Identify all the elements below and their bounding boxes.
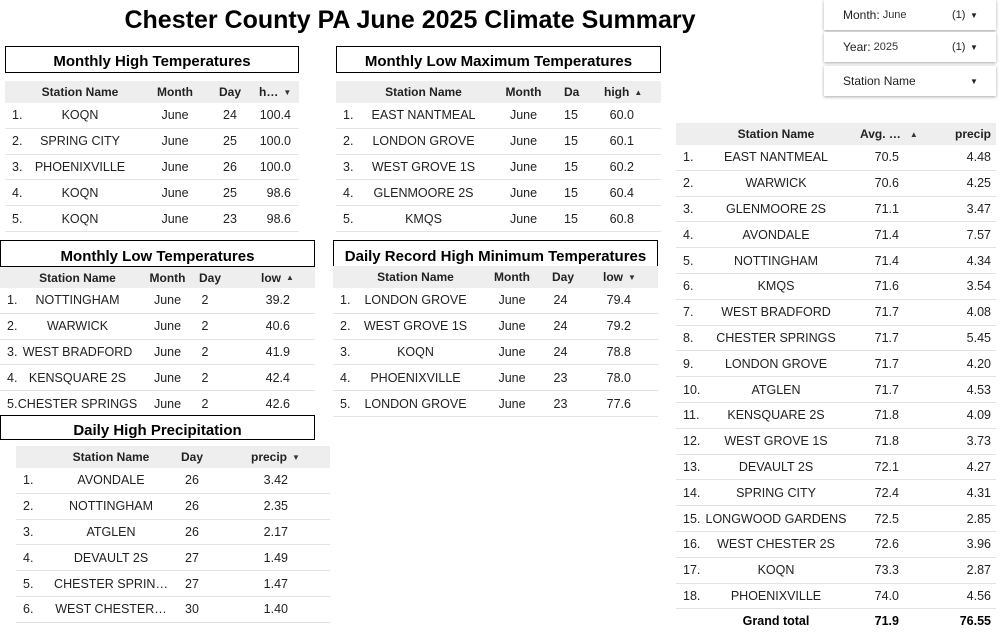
table-row[interactable]: 2. SPRING CITY June 25 100.0 (5, 129, 299, 155)
col-avg-temp[interactable]: Avg. … ▲ (860, 127, 918, 141)
year-filter-label: Year: (843, 40, 871, 54)
chevron-down-icon[interactable]: ▼ (970, 76, 978, 86)
month-filter[interactable] (824, 0, 996, 30)
col-precip[interactable]: precip (954, 127, 991, 141)
table-row[interactable]: 12. WEST GROVE 1S 71.8 3.73 (676, 429, 996, 455)
low-max-title: Monthly Low Maximum Temperatures (336, 46, 661, 73)
table-row[interactable]: 5. CHESTER SPRINGS June 2 42.6 (0, 391, 315, 417)
table-row[interactable]: 1. EAST NANTMEAL 70.5 4.48 (676, 145, 996, 171)
monthly-low-table (0, 267, 315, 417)
table-row[interactable]: 7. WEST BRADFORD 71.7 4.08 (676, 300, 996, 326)
col-station-name[interactable]: Station Name (737, 127, 815, 141)
high-precip-table (16, 446, 330, 623)
col-day[interactable]: Da (564, 85, 580, 99)
grand-total-row (676, 609, 996, 633)
station-filter[interactable] (824, 66, 996, 96)
table-row[interactable]: 1. NOTTINGHAM June 2 39.2 (0, 288, 315, 314)
table-row[interactable]: 18. PHOENIXVILLE 74.0 4.56 (676, 584, 996, 610)
table-row[interactable]: 3. WEST BRADFORD June 2 41.9 (0, 340, 315, 366)
table-row[interactable]: 4. KENSQUARE 2S June 2 42.4 (0, 365, 315, 391)
table-row[interactable]: 5. NOTTINGHAM 71.4 4.34 (676, 248, 996, 274)
table-row[interactable]: 4. KOQN June 25 98.6 (5, 180, 299, 206)
sort-asc-icon: ▲ (634, 87, 643, 97)
table-header (5, 81, 299, 103)
table-row[interactable]: 14. SPRING CITY 72.4 4.31 (676, 480, 996, 506)
month-filter-value: June (882, 9, 907, 21)
table-row[interactable]: 6. WEST CHESTER… 30 1.40 (16, 597, 330, 623)
year-filter-value: 2025 (873, 41, 899, 53)
table-row[interactable]: 2. NOTTINGHAM 26 2.35 (16, 494, 330, 520)
table-row[interactable]: 4. GLENMOORE 2S June 15 60.4 (336, 180, 661, 206)
table-row[interactable]: 10. ATGLEN 71.7 4.53 (676, 377, 996, 403)
table-header (16, 446, 330, 468)
record-high-min-table (333, 266, 658, 417)
table-row[interactable]: 3. KOQN June 24 78.8 (333, 340, 658, 366)
col-month[interactable]: Month (149, 270, 186, 285)
table-row[interactable]: 3. PHOENIXVILLE June 26 100.0 (5, 155, 299, 181)
table-row[interactable]: 3. ATGLEN 26 2.17 (16, 520, 330, 546)
col-station-name[interactable]: Station Name (377, 270, 454, 284)
col-day[interactable]: Day (198, 270, 221, 285)
table-row[interactable]: 1. KOQN June 24 100.4 (5, 103, 299, 129)
sort-asc-icon: ▲ (286, 273, 294, 282)
col-day[interactable]: Day (218, 85, 241, 99)
table-row[interactable]: 1. EAST NANTMEAL June 15 60.0 (336, 103, 661, 129)
monthly-high-title: Monthly High Temperatures (5, 46, 299, 73)
grand-total-label: Grand total (742, 614, 810, 629)
grand-total-avg: 71.9 (874, 614, 899, 629)
col-month[interactable]: Month (505, 85, 542, 99)
low-max-table (336, 81, 661, 232)
year-filter-count: (1) (952, 41, 966, 53)
page-title: Chester County PA June 2025 Climate Summary (124, 6, 696, 34)
col-station-name[interactable]: Station Name (385, 85, 462, 99)
col-low[interactable]: low ▲ (261, 270, 294, 285)
table-row[interactable]: 4. PHOENIXVILLE June 23 78.0 (333, 365, 658, 391)
table-header (336, 81, 661, 103)
table-header (676, 123, 996, 145)
sort-asc-icon: ▲ (909, 129, 918, 139)
table-row[interactable]: 2. WARWICK June 2 40.6 (0, 314, 315, 340)
record-high-min-title: Daily Record High Minimum Temperatures (333, 240, 658, 267)
table-row[interactable]: 17. KOQN 73.3 2.87 (676, 558, 996, 584)
table-row[interactable]: 5. LONDON GROVE June 23 77.6 (333, 391, 658, 417)
table-row[interactable]: 1. AVONDALE 26 3.42 (16, 468, 330, 494)
grand-total-precip: 76.55 (959, 614, 991, 629)
table-header (333, 266, 658, 288)
sort-desc-icon: ▼ (283, 87, 292, 97)
table-row[interactable]: 11. KENSQUARE 2S 71.8 4.09 (676, 403, 996, 429)
table-row[interactable]: 2. LONDON GROVE June 15 60.1 (336, 129, 661, 155)
high-precip-title: Daily High Precipitation (0, 415, 315, 440)
col-precip[interactable]: precip ▼ (251, 450, 300, 464)
table-row[interactable]: 1. LONDON GROVE June 24 79.4 (333, 288, 658, 314)
sort-desc-icon: ▼ (292, 452, 300, 462)
table-row[interactable]: 2. WEST GROVE 1S June 24 79.2 (333, 314, 658, 340)
col-low[interactable]: low ▼ (603, 270, 636, 284)
col-station-name[interactable]: Station Name (39, 270, 116, 285)
monthly-high-table (5, 81, 299, 232)
col-high[interactable]: high ▲ (604, 85, 643, 99)
col-month[interactable]: Month (157, 85, 193, 99)
table-row[interactable]: 5. CHESTER SPRIN… 27 1.47 (16, 571, 330, 597)
col-day[interactable]: Day (180, 450, 203, 464)
table-row[interactable]: 8. CHESTER SPRINGS 71.7 5.45 (676, 326, 996, 352)
sort-desc-icon: ▼ (628, 272, 636, 282)
month-filter-count: (1) (952, 9, 966, 21)
table-row[interactable]: 3. GLENMOORE 2S 71.1 3.47 (676, 197, 996, 223)
col-high[interactable]: h… ▼ (259, 85, 292, 99)
station-summary-table (676, 123, 996, 633)
table-row[interactable]: 5. KMQS June 15 60.8 (336, 206, 661, 232)
table-row[interactable]: 6. KMQS 71.6 3.54 (676, 274, 996, 300)
table-header (0, 267, 315, 288)
col-month[interactable]: Month (494, 270, 530, 284)
col-station-name[interactable]: Station Name (72, 450, 150, 464)
month-filter-label: Month: (843, 8, 880, 22)
table-row[interactable]: 9. LONDON GROVE 71.7 4.20 (676, 351, 996, 377)
table-row[interactable]: 16. WEST CHESTER 2S 72.6 3.96 (676, 532, 996, 558)
col-day[interactable]: Day (551, 270, 574, 284)
table-row[interactable]: 4. DEVAULT 2S 27 1.49 (16, 545, 330, 571)
table-row[interactable]: 3. WEST GROVE 1S June 15 60.2 (336, 155, 661, 181)
year-filter[interactable] (824, 32, 996, 62)
col-station-name[interactable]: Station Name (41, 85, 119, 99)
chevron-down-icon[interactable]: ▼ (970, 10, 978, 20)
table-row[interactable]: 13. DEVAULT 2S 72.1 4.27 (676, 455, 996, 481)
table-row[interactable]: 5. KOQN June 23 98.6 (5, 206, 299, 232)
station-filter-label: Station Name (843, 74, 916, 88)
table-row[interactable]: 15. LONGWOOD GARDENS 72.5 2.85 (676, 506, 996, 532)
table-row[interactable]: 4. AVONDALE 71.4 7.57 (676, 222, 996, 248)
chevron-down-icon[interactable]: ▼ (970, 42, 978, 52)
monthly-low-title: Monthly Low Temperatures (0, 240, 315, 267)
table-row[interactable]: 2. WARWICK 70.6 4.25 (676, 171, 996, 197)
